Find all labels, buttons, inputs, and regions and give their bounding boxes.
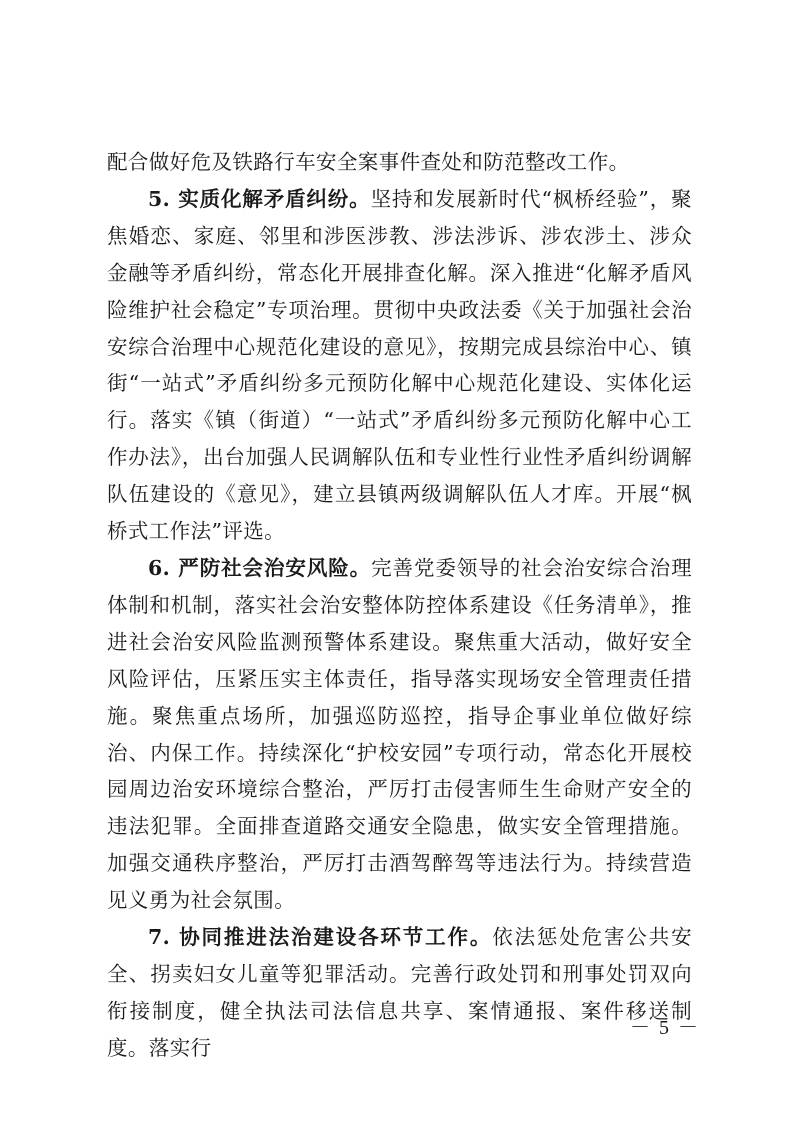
paragraph-item-7 <box>107 919 692 1067</box>
paragraph-lead: 6. 严防社会治安风险。 <box>148 555 372 580</box>
paragraph-item-6 <box>107 550 692 919</box>
paragraph-item-5 <box>107 181 692 550</box>
paragraph-lead: 7. 协同推进法治建设各环节工作。 <box>148 925 493 950</box>
document-body <box>107 144 692 1067</box>
page-number: － 5 － <box>630 1017 700 1039</box>
paragraph-text: 依法惩处危害公共安全、拐卖妇女儿童等犯罪活动。完善行政处罚和刑事处罚双向衔接制度，健全执法司法信息共享、案情通报、案件移送制度。落实行 <box>107 925 692 1060</box>
paragraph-text: 坚持和发展新时代“枫桥经验”，聚焦婚恋、家庭、邻里和涉医涉教、涉法涉诉、涉农涉土、涉众金融等矛盾纠纷，常态化开展排查化解。深入推进“化解矛盾风险维护社会稳定”专项治理。贯彻中央政法委《关于加强社会治安综合治理中心规范化建设的意见》，按期完成县综治中心、镇街“一站式”矛盾纠纷多元预防化解中心规范化建设、实体化运行。落实《镇（街道）“一站式”矛盾纠纷多元预防化解中心工作办法》，出台加强人民调解队伍和专业性行业性矛盾纠纷调解队伍建设的《意见》，建立县镇两级调解队伍人才库。开展“枫桥式工作法”评选。 <box>107 186 692 544</box>
paragraph-lead: 5. 实质化解矛盾纠纷。 <box>148 186 371 211</box>
paragraph-text: 配合做好危及铁路行车安全案事件查处和防范整改工作。 <box>107 150 630 174</box>
paragraph-text: 完善党委领导的社会治安综合治理体制和机制，落实社会治安整体防控体系建设《任务清单》，推进社会治安风险监测预警体系建设。聚焦重大活动，做好安全风险评估，压紧压实主体责任，指导落实现场安全管理责任措施。聚焦重点场所，加强巡防巡控，指导企事业单位做好综治、内保工作。持续深化“护校安园”专项行动，常态化开展校园周边治安环境综合整治，严厉打击侵害师生生命财产安全的违法犯罪。全面排查道路交通安全隐患，做实安全管理措施。加强交通秩序整治，严厉打击酒驾醉驾等违法行为。持续营造见义勇为社会氛围。 <box>107 555 693 913</box>
paragraph-continuation <box>107 144 692 181</box>
